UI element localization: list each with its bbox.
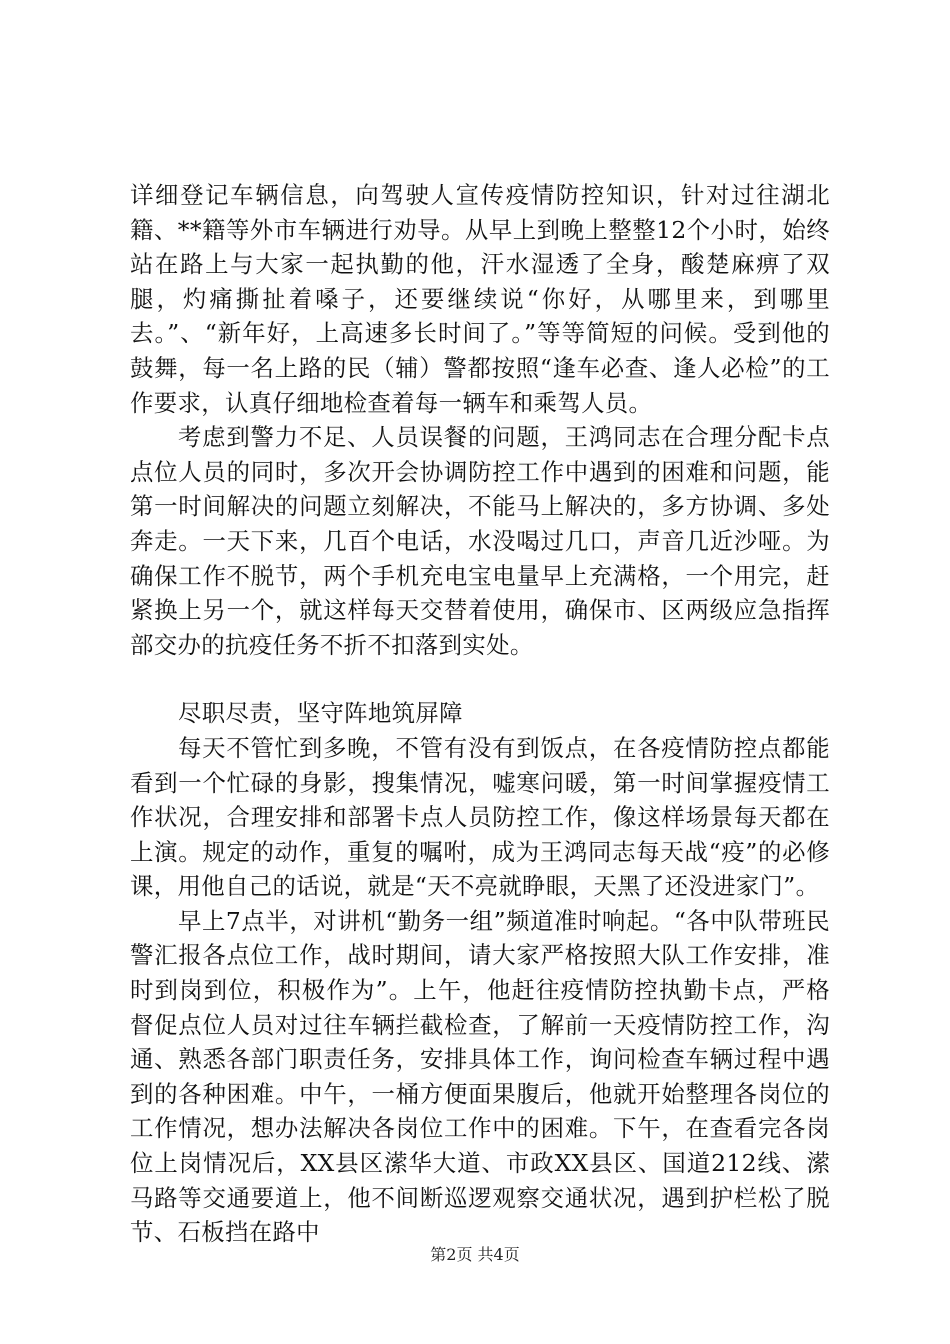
paragraph: 每天不管忙到多晚，不管有没有到饭点，在各疫情防控点都能看到一个忙碌的身影，搜集情况，嘘寒问暖，第一时间掌握疫情工作状况，合理安排和部署卡点人员防控工作，像这样场景每天都在上演。规定的动作，重复的嘱咐，成为王鸿同志每天战“疫”的必修课，用他自己的话说，就是“天不亮就睁眼，天黑了还没进家门”。 — [130, 733, 830, 901]
page-number-footer: 第2页 共4页 — [430, 1245, 520, 1264]
paragraph: 早上7点半，对讲机“勤务一组”频道准时响起。“各中队带班民警汇报各点位工作，战时期间，请大家严格按照大队工作安排，准时到岗到位，积极作为”。上午，他赶往疫情防控执勤卡点，严格督促点位人员对过往车辆拦截检查，了解前一天疫情防控工作，沟通、熟悉各部门职责任务，安排具体工作，询问检查车辆过程中遇到的各种困难。中午，一桶方便面果腹后，他就开始整理各岗位的工作情况，想办法解决各岗位工作中的困难。下午，在查看完各岗位上岗情况后，XX县区潆华大道、市政XX县区、国道212线、潆马路等交通要道上，他不间断巡逻观察交通状况，遇到护栏松了脱节、石板挡在路中 — [130, 906, 830, 1247]
paragraph: 考虑到警力不足、人员误餐的问题，王鸿同志在合理分配卡点点位人员的同时，多次开会协调防控工作中遇到的困难和问题，能第一时间解决的问题立刻解决，不能马上解决的，多方协调、多处奔走。一天下来，几百个电话，水没喝过几口，声音几近沙哑。为确保工作不脱节，两个手机充电宝电量早上充满格，一个用完，赶紧换上另一个，就这样每天交替着使用，确保市、区两级应急指挥部交办的抗疫任务不折不扣落到实处。 — [130, 423, 830, 659]
section-heading: 尽职尽责，坚守阵地筑屏障 — [178, 699, 463, 728]
document-body — [130, 178, 830, 1250]
paragraph: 详细登记车辆信息，向驾驶人宣传疫情防控知识，针对过往湖北籍、**籍等外市车辆进行劝导。从早上到晚上整整12个小时，始终站在路上与大家一起执勤的他，汗水湿透了全身，酸楚麻痹了双腿，灼痛撕扯着嗓子，还要继续说“你好，从哪里来，到哪里去。”、“新年好，上高速多长时间了。”等等简短的问候。受到他的鼓舞，每一名上路的民（辅）警都按照“逢车必查、逢人必检”的工作要求，认真仔细地检查着每一辆车和乘驾人员。 — [130, 181, 830, 417]
